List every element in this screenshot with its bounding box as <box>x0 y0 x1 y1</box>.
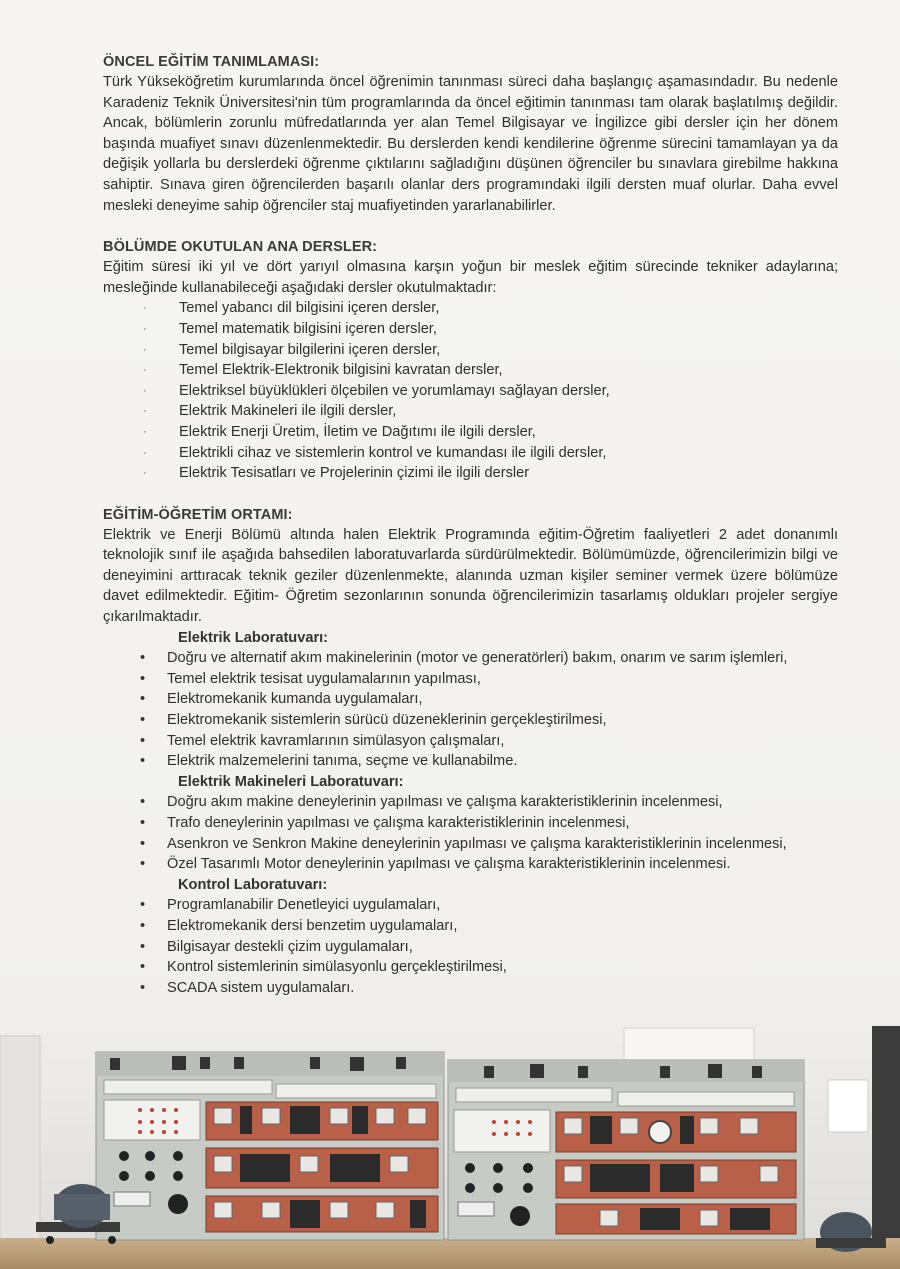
lab-list-item-text: Asenkron ve Senkron Makine deneylerinin yapılması ve çalışma karakteristiklerinin incelenmesi, <box>167 835 787 852</box>
course-list-item-text: Elektrikli cihaz ve sistemlerin kontrol ve kumandası ile ilgili dersler, <box>179 444 607 461</box>
lab-list-item <box>103 689 838 710</box>
lab-list-item-text: Doğru akım makine deneylerinin yapılması ve çalışma karakteristiklerinin incelenmesi, <box>167 794 723 811</box>
course-list-item-text: Elektrik Makineleri ile ilgili dersler, <box>179 403 397 420</box>
bullet-round: • <box>140 753 146 770</box>
bullet-round: • <box>140 856 146 873</box>
bullet-dot: · <box>143 302 147 315</box>
bullet-round: • <box>140 979 146 996</box>
lab-list-item <box>103 895 838 916</box>
section-paragraph: Türk Yükseköğretim kurumlarında öncel öğrenimin tanınması süreci daha başlangıç aşamasındadır. Bu nedenle Karadeniz Teknik Üniversitesi'nin tüm programlarında da öncel eğitimin tanınması tam olarak başlatılmış değildir. Ancak, bölümlerin zorunlu müfredatlarında yer alan Temel Bilgisayar ve İngilizce gibi dersler için her dönem başında muafiyet sınavı düzenlenmektedir. Bu derslerden kendi kendilerine öğrenme sürecini tamamlayan ya da değişik yollarla bu derslerdeki öğrenme çıktılarını sağladığını düşünen öğrenciler bu sınavlara girebilme hakkına sahiptir. Sınava giren öğrencilerden başarılı olanlar ders programındaki ilgili dersten muaf olurlar. Daha evvel mesleki deneyime sahip öğrenciler staj muafiyetinden yararlanabilirler. <box>103 74 838 214</box>
lab-list-item <box>103 834 838 855</box>
section-heading: EĞİTİM-ÖĞRETİM ORTAMI: <box>103 506 293 523</box>
page-content <box>103 52 838 1019</box>
course-list-item <box>103 401 838 422</box>
course-list-item-text: Elektrik Tesisatları ve Projelerinin çizimi ile ilgili dersler <box>179 465 530 482</box>
lab-title: Elektrik Makineleri Laboratuvarı: <box>178 773 404 790</box>
bullet-round: • <box>140 835 146 852</box>
bullet-round: • <box>140 691 146 708</box>
bullet-dot: · <box>143 343 147 356</box>
lab-list-item-text: Elektromekanik kumanda uygulamaları, <box>167 691 423 708</box>
lab-photo <box>0 1026 900 1269</box>
bullet-round: • <box>140 712 146 729</box>
course-list-item <box>103 381 838 402</box>
lab-list-item-text: Elektromekanik sistemlerin sürücü düzeneklerinin gerçekleştirilmesi, <box>167 712 607 729</box>
bullet-round: • <box>140 897 146 914</box>
bullet-round: • <box>140 794 146 811</box>
bullet-round: • <box>140 670 146 687</box>
section-egitim-ortami <box>103 505 838 999</box>
course-list-item <box>103 340 838 361</box>
section-ana-dersler <box>103 237 838 484</box>
bullet-round: • <box>140 650 146 667</box>
bullet-round: • <box>140 732 146 749</box>
lab-list-item <box>103 792 838 813</box>
course-list-item-text: Temel Elektrik-Elektronik bilgisini kavratan dersler, <box>179 362 503 379</box>
lab-list-item-text: Elektromekanik dersi benzetim uygulamaları, <box>167 917 458 934</box>
lab-list <box>103 628 838 999</box>
course-list-item <box>103 298 838 319</box>
lab-list-item-text: Kontrol sistemlerinin simülasyonlu gerçekleştirilmesi, <box>167 959 507 976</box>
course-list-item <box>103 422 838 443</box>
lab-list-item <box>103 957 838 978</box>
section-heading: ÖNCEL EĞİTİM TANIMLAMASI: <box>103 54 320 70</box>
section-paragraph: Eğitim süresi iki yıl ve dört yarıyıl olmasına karşın yoğun bir meslek eğitim sürecinde tekniker adaylarına; mesleğinde kullanabileceği aşağıdaki dersler okutulmaktadır: <box>103 259 838 296</box>
bullet-dot: · <box>143 364 147 377</box>
lab-list-item-text: Temel elektrik kavramlarının simülasyon çalışmaları, <box>167 732 505 749</box>
lab-item-list <box>103 895 838 998</box>
course-list-item-text: Elektriksel büyüklükleri ölçebilen ve yorumlamayı sağlayan dersler, <box>179 382 610 399</box>
lab-list-item-text: Bilgisayar destekli çizim uygulamaları, <box>167 938 413 955</box>
course-list-item <box>103 443 838 464</box>
lab-item-list <box>103 648 838 772</box>
course-list-item <box>103 319 838 340</box>
bullet-round: • <box>140 917 146 934</box>
lab-list-item <box>103 978 838 999</box>
lab-list-item-text: Programlanabilir Denetleyici uygulamaları, <box>167 897 441 914</box>
lab-list-item <box>103 916 838 937</box>
course-list-item <box>103 360 838 381</box>
bullet-dot: · <box>143 467 147 480</box>
bullet-round: • <box>140 815 146 831</box>
lab-list-item <box>103 710 838 731</box>
course-list <box>103 298 838 483</box>
lab-list-item-text: Doğru ve alternatif akım makinelerinin (motor ve generatörleri) bakım, onarım ve sarım işlemleri, <box>167 650 788 667</box>
lab-list-item <box>103 669 838 690</box>
bullet-dot: · <box>143 446 147 459</box>
lab-list-item <box>103 854 838 875</box>
course-list-item <box>103 463 838 484</box>
course-list-item-text: Elektrik Enerji Üretim, İletim ve Dağıtımı ile ilgili dersler, <box>179 423 536 440</box>
lab-list-item-text: Trafo deneylerinin yapılması ve çalışma karakteristiklerinin incelenmesi, <box>167 815 630 831</box>
lab-list-item-text: Temel elektrik tesisat uygulamalarının yapılması, <box>167 670 481 687</box>
bullet-dot: · <box>143 405 147 418</box>
lab-title: Elektrik Laboratuvarı: <box>178 629 329 646</box>
bullet-dot: · <box>143 425 147 438</box>
lab-list-item <box>103 937 838 958</box>
course-list-item-text: Temel bilgisayar bilgilerini içeren dersler, <box>179 341 441 358</box>
lab-item-list <box>103 792 838 874</box>
lab-list-item <box>103 751 838 772</box>
lab-photo-illustration <box>0 1026 900 1269</box>
bullet-round: • <box>140 959 146 976</box>
lab-list-item-text: Elektrik malzemelerini tanıma, seçme ve kullanabilme. <box>167 753 518 770</box>
course-list-item-text: Temel matematik bilgisini içeren dersler, <box>179 320 437 337</box>
lab-list-item-text: Özel Tasarımlı Motor deneylerinin yapılması ve çalışma karakteristiklerinin incelenmesi. <box>167 856 731 873</box>
section-heading: BÖLÜMDE OKUTULAN ANA DERSLER: <box>103 239 378 256</box>
lab-list-item <box>103 813 838 834</box>
bullet-round: • <box>140 938 146 955</box>
lab-title: Kontrol Laboratuvarı: <box>178 876 328 893</box>
bullet-dot: · <box>143 322 147 335</box>
lab-list-item <box>103 731 838 752</box>
section-paragraph: Elektrik ve Enerji Bölümü altında halen Elektrik Programında eğitim-Öğretim faaliyetleri 2 adet donanımlı teknolojik sınıf ile aşağıda bahsedilen laboratuvarlarda sürdürülmektedir. Bölümümüzde, öğrencilerimizin bilgi ve deneyimini arttıracak teknik geziler düzenlenmekte, alanında uzman kişiler seminer vermek üzere bölümüze davet edilmektedir. Eğitim- Öğretim sezonlarının sonunda öğrencilerimizin tasarlamış oldukları projeler sergiye çıkarılmaktadır. <box>103 526 838 626</box>
lab-list-item-text: SCADA sistem uygulamaları. <box>167 979 355 996</box>
bullet-dot: · <box>143 384 147 397</box>
section-oncel-egitim <box>103 52 838 216</box>
lab-list-item <box>103 648 838 669</box>
course-list-item-text: Temel yabancı dil bilgisini içeren dersler, <box>179 300 440 317</box>
